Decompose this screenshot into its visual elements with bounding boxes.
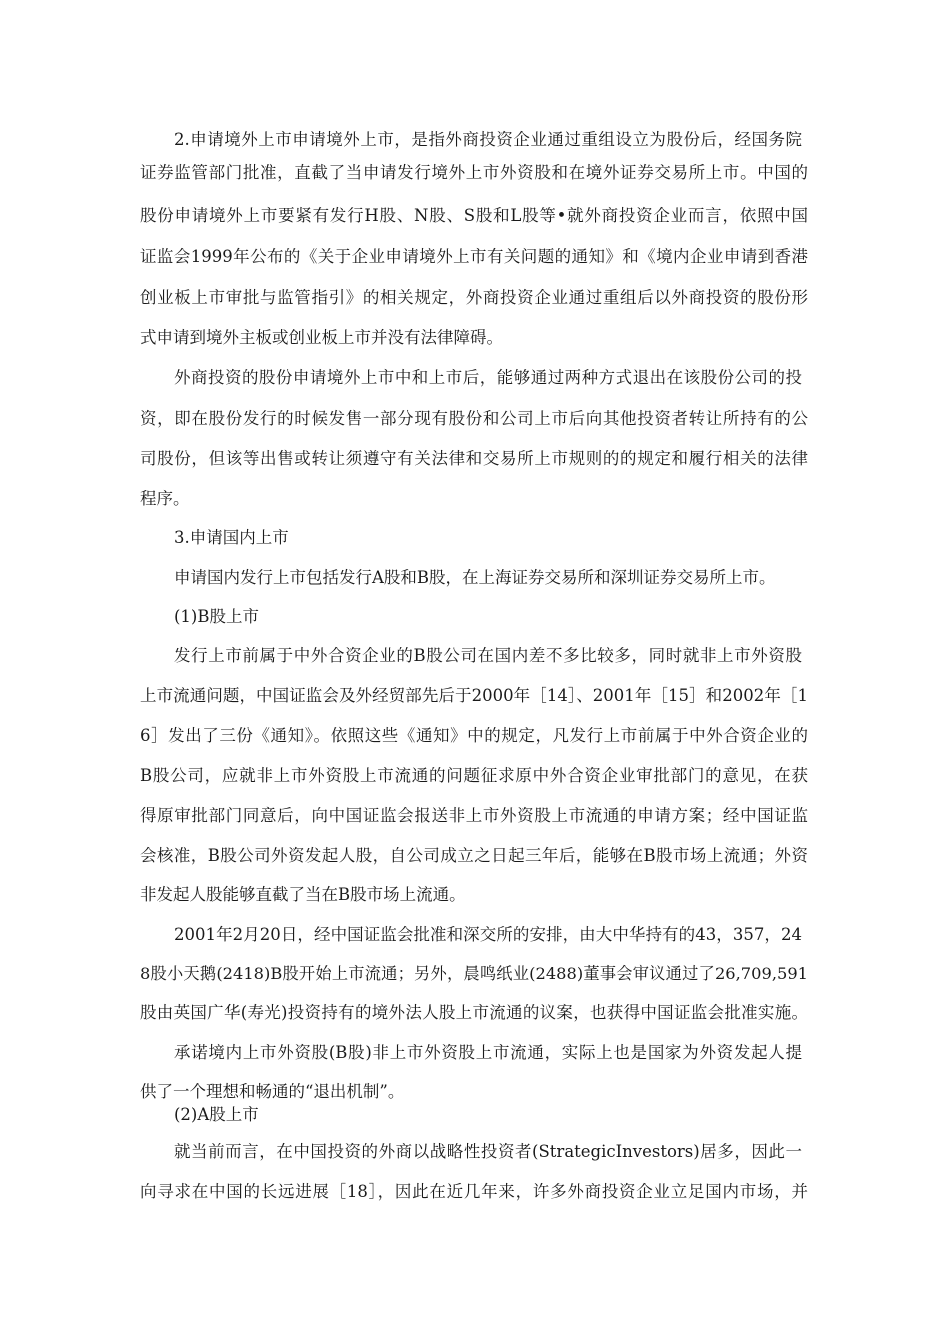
paragraph-2-line-3: 司股份，但该等出售或转让须遵守有关法律和交易所上市规则的的规定和履行相关的法律 [140, 449, 808, 468]
subsection-heading-b-shares: (1)B股上市 [174, 607, 259, 626]
paragraph-1-line-6: 式申请到境外主板或创业板上市并没有法律障碍。 [140, 328, 503, 347]
paragraph-1-line-4: 证监会1999年公布的《关于企业申请境外上市有关问题的通知》和《境内企业申请到香港 [140, 247, 808, 266]
paragraph-7-line-1: 2001年2月20日，经中国证监会批准和深交所的安排，由大中华持有的43，357，24 [174, 925, 802, 944]
paragraph-6-line-7: 非发起人股能够直截了当在B股市场上流通。 [140, 885, 466, 904]
subsection-heading-a-shares: (2)A股上市 [174, 1105, 259, 1124]
paragraph-1-line-1: 2.申请境外上市申请境外上市，是指外商投资企业通过重组设立为股份后，经国务院 [174, 130, 802, 149]
paragraph-6-line-2: 上市流通问题，中国证监会及外经贸部先后于2000年［14］、2001年［15］和2002年［1 [140, 686, 808, 705]
paragraph-10-line-2: 向寻求在中国的长远进展［18］，因此在近几年来，许多外商投资企业立足国内市场，并 [140, 1182, 808, 1201]
paragraph-4-line-1: 申请国内发行上市包括发行A股和B股，在上海证券交易所和深圳证券交易所上市。 [174, 568, 776, 587]
paragraph-2-line-1: 外商投资的股份申请境外上市中和上市后，能够通过两种方式退出在该股份公司的投 [174, 368, 802, 387]
paragraph-10-line-1: 就当前而言，在中国投资的外商以战略性投资者(StrategicInvestors)居多，因此一 [174, 1142, 802, 1161]
paragraph-2-line-4: 程序。 [140, 489, 190, 508]
paragraph-6-line-1: 发行上市前属于中外合资企业的B股公司在国内差不多比较多，同时就非上市外资股 [174, 646, 802, 665]
paragraph-2-line-2: 资，即在股份发行的时候发售一部分现有股份和公司上市后向其他投资者转让所持有的公 [140, 409, 808, 428]
paragraph-6-line-5: 得原审批部门同意后，向中国证监会报送非上市外资股上市流通的申请方案；经中国证监 [140, 806, 808, 825]
section-heading-3: 3.申请国内上市 [174, 528, 289, 547]
paragraph-8-line-2: 供了一个理想和畅通的“退出机制”。 [140, 1082, 405, 1101]
paragraph-6-line-3: 6］发出了三份《通知》。依照这些《通知》中的规定，凡发行上市前属于中外合资企业的 [140, 726, 808, 745]
paragraph-7-line-2: 8股小天鹅(2418)B股开始上市流通；另外，晨鸣纸业(2488)董事会审议通过了26,709,591 [140, 964, 808, 983]
paragraph-6-line-6: 会核准，B股公司外资发起人股，自公司成立之日起三年后，能够在B股市场上流通；外资 [140, 846, 808, 865]
paragraph-1-line-3: 股份申请境外上市要紧有发行H股、N股、S股和L股等•就外商投资企业而言，依照中国 [140, 206, 808, 225]
paragraph-1-line-5: 创业板上市审批与监管指引》的相关规定，外商投资企业通过重组后以外商投资的股份形 [140, 288, 808, 307]
paragraph-6-line-4: B股公司，应就非上市外资股上市流通的问题征求原中外合资企业审批部门的意见，在获 [140, 766, 808, 785]
paragraph-7-line-3: 股由英国广华(寿光)投资持有的境外法人股上市流通的议案，也获得中国证监会批准实施。 [140, 1003, 808, 1022]
paragraph-1-line-2: 证券监管部门批准，直截了当申请发行境外上市外资股和在境外证券交易所上市。中国的 [140, 163, 808, 182]
paragraph-8-line-1: 承诺境内上市外资股(B股)非上市外资股上市流通，实际上也是国家为外资发起人提 [174, 1043, 802, 1062]
